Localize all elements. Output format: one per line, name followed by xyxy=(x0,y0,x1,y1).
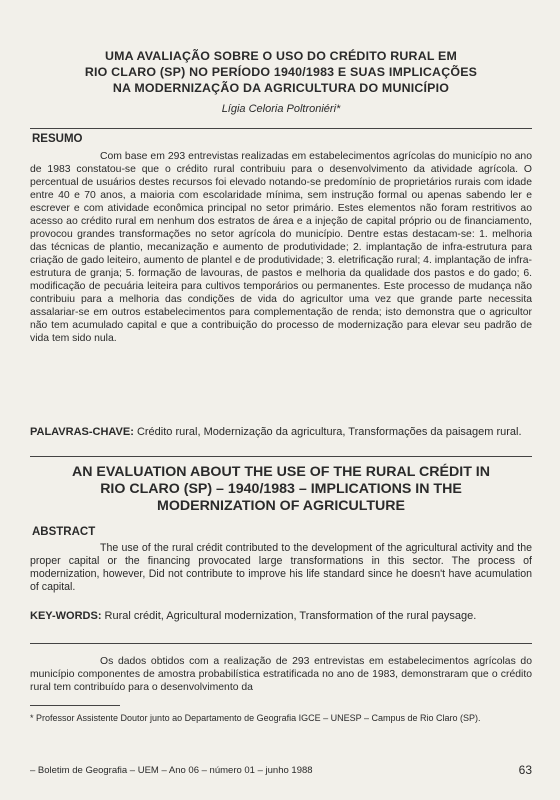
title-en-line: AN EVALUATION ABOUT THE USE OF THE RURAL CRÉDIT IN xyxy=(71,464,490,480)
resumo-text: Com base em 293 entrevistas realizadas em estabelecimentos agrícolas do município no ano de 1983 constatou-se que o crédito rural contribuiu para o desenvolvimento da atividade agrícola. O percentual de usuários destes recursos foi elevado notando-se predomínio de proprietários rurais com idade entre 40 e 70 anos, a maioria com escolaridade mínima, sem instrução formal ou apenas sabendo ler e escrever e com atividade econômica principal no setor primário. Estes elementos não foram restritivos ao acesso ao crédito rural em nenhum dos estratos de área e a injeção de capital próprio ou de financiamento, provocou grandes transformações no setor agrícola do município. Dentre estas destacam-se: 1. melhoria das técnicas de plantio, mecanização e aumento de produtividade; 2. implantação de infra-estrutura para criação de gado leiteiro, aumento de plantel e de produtividade; 3. eletrificação rural; 4. implantação de infra-estrutura de granja; 5. formação de lavouras, de pastos e melhoria da qualidade dos pastos e do gado; 6. modificação de pecuária leiteira para cultivos temporários ou permanentes. Este processo de mudança não contribuiu para a melhoria das condições de vida do agricultor uma vez que grande parte necessita assalariar-se em outros estabelecimentos para complementação de renda; isto demonstra que o agricultor não tem acumulado capital e que a contribuição do processo de modernização para elevar seu padrão de vida tem sido nula. xyxy=(30,151,532,344)
key-words xyxy=(30,610,532,623)
divider xyxy=(30,456,532,457)
title-pt-line: NA MODERNIZAÇÃO DA AGRICULTURA DO MUNICÍPIO xyxy=(112,81,450,95)
author-name: Lígia Celoria Poltroniéri* xyxy=(221,103,341,115)
article-title-pt xyxy=(30,48,532,96)
divider xyxy=(30,128,532,129)
key-words-text: Rural crédit, Agricultural modernization, Transformation of the rural paysage. xyxy=(101,610,477,622)
title-en-line: MODERNIZATION OF AGRICULTURE xyxy=(157,498,405,514)
journal-citation: – Boletim de Geografia – UEM – Ano 06 – número 01 – junho 1988 xyxy=(30,765,313,776)
resumo-heading: RESUMO xyxy=(32,133,83,145)
author-footnote: * Professor Assistente Doutor junto ao Departamento de Geografia IGCE – UNESP – Campus de Rio Claro (SP). xyxy=(30,713,481,723)
title-pt-line: UMA AVALIAÇÃO SOBRE O USO DO CRÉDITO RURAL EM xyxy=(104,49,458,63)
page-number: 63 xyxy=(518,763,532,777)
key-words-label: KEY-WORDS: xyxy=(30,610,102,622)
palavras-chave xyxy=(30,426,532,439)
footnote-rule xyxy=(30,705,120,706)
abstract-heading: ABSTRACT xyxy=(32,526,96,538)
palavras-chave-text: Crédito rural, Modernização da agricultura, Transformações da paisagem rural. xyxy=(133,426,522,438)
title-pt-line: RIO CLARO (SP) NO PERÍODO 1940/1983 E SUAS IMPLICAÇÕES xyxy=(84,65,478,79)
abstract-text: The use of the rural crédit contributed to the development of the agricultural activity and the proper capital or the financing provocated large transformations in this sector. The process of modernization, however, Did not contribute to improve his life standard since he doesn't have acumulation of capital. xyxy=(30,542,532,593)
page-footer xyxy=(30,765,532,776)
article-title-en xyxy=(30,464,532,515)
body-paragraph: Os dados obtidos com a realização de 293 entrevistas em estabelecimentos agrícolas do município componentes de amostra probabilística estratificada no ano de 1983, demonstraram que o crédito rural tem contribuído para o desenvolvimento da xyxy=(30,656,532,693)
divider xyxy=(30,643,532,644)
palavras-chave-label: PALAVRAS-CHAVE: xyxy=(30,426,134,438)
title-en-line: RIO CLARO (SP) – 1940/1983 – IMPLICATIONS IN THE xyxy=(100,481,462,497)
